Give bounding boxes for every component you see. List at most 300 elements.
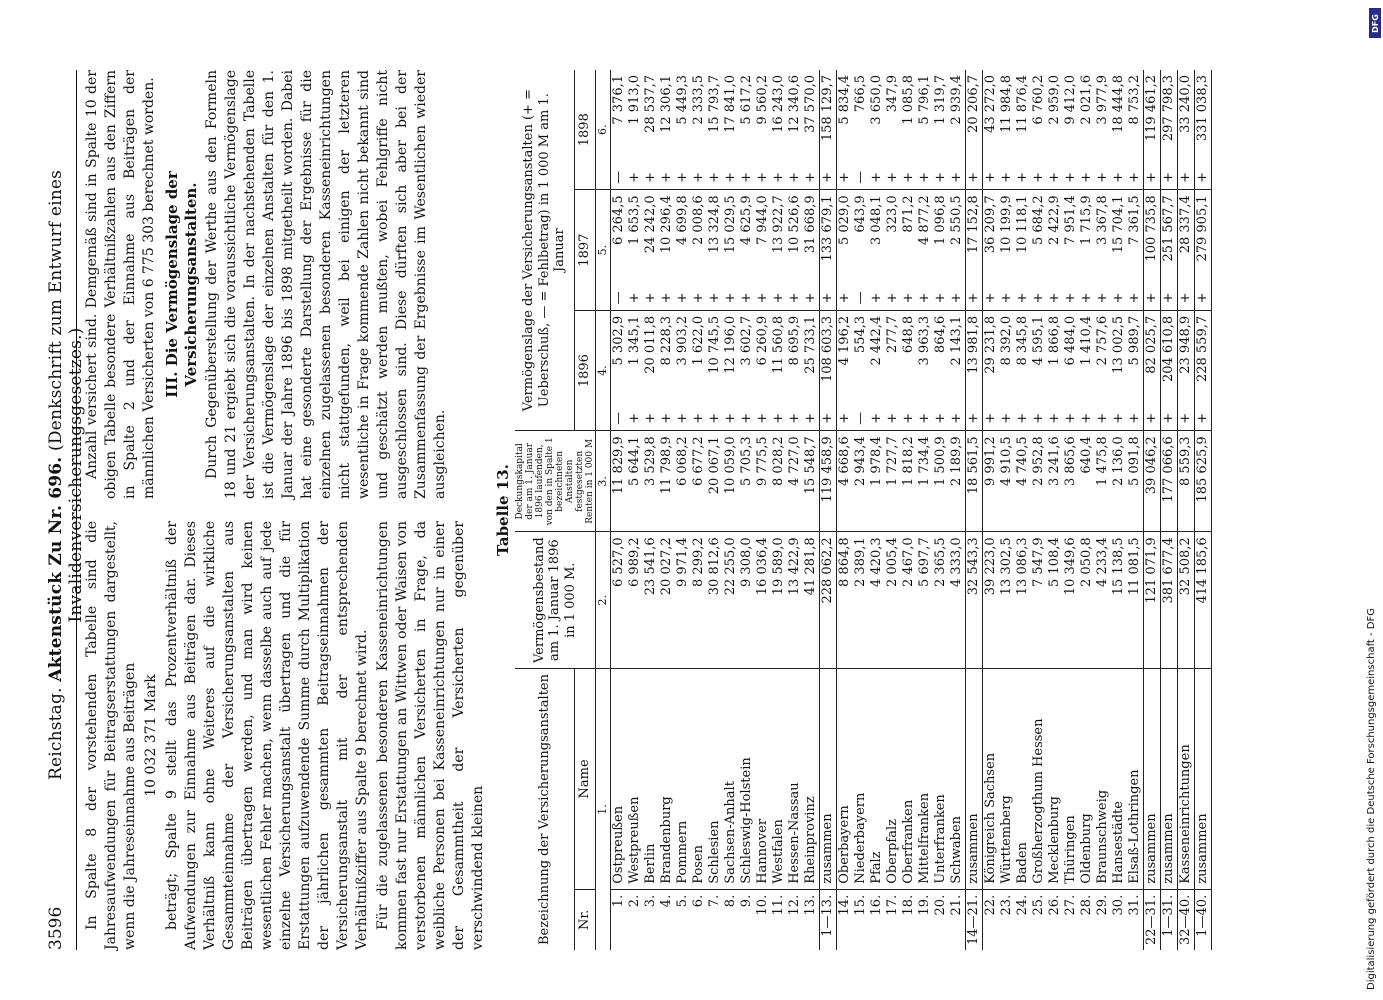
sign-1896: + [787, 406, 803, 431]
sign-1897: + [787, 286, 803, 311]
lage-1897-value: 7 951,4 [1063, 195, 1079, 245]
colnum-1: 1. [596, 669, 611, 950]
sign-1897: + [966, 286, 983, 311]
lage-1897-value: 643,9 [853, 195, 869, 233]
table-row [803, 70, 820, 950]
colnum-5: 5. [596, 190, 611, 310]
vermoegen-value: 10 349,6 [1063, 532, 1079, 669]
deckung-value: 11 798,9 [659, 431, 675, 532]
sign-1897: + [837, 286, 854, 311]
lage-1896-value: 4 595,1 [1031, 315, 1047, 366]
lage-1897-value: 10 526,6 [787, 195, 803, 254]
lage-1898-value: 20 206,7 [966, 70, 983, 165]
deckung-value: 15 548,7 [803, 431, 820, 532]
table-row [885, 70, 901, 950]
lage-1898-value: 37 570,0 [803, 75, 819, 133]
lage-1898-value: 766,5 [853, 75, 869, 113]
sign-1896: + [837, 406, 854, 431]
table-row [739, 70, 755, 950]
sign-1898: — [611, 165, 628, 190]
header-vermoegen-text: Vermögensbestand am 1. Januar 1896 in 1 000 M. [531, 537, 578, 664]
row-number: 31. [1127, 894, 1143, 916]
lage-1897-value: 1 096,8 [933, 195, 949, 245]
sign-1898: + [1144, 165, 1161, 190]
deckung-value: 4 910,5 [999, 431, 1015, 532]
row-number: 18. [901, 894, 917, 916]
lage-1897-value: 10 118,1 [1015, 195, 1031, 254]
sign-1897: + [869, 286, 885, 311]
lage-1898-value: 2 939,4 [949, 75, 965, 125]
deckung-value: 4 740,5 [1015, 431, 1031, 532]
row-name: Brandenburg [659, 669, 675, 890]
lage-1896-value: 108 603,3 [820, 310, 837, 406]
row-name: Hansestädte [1111, 669, 1127, 890]
lage-1897-value: 10 199,9 [999, 195, 1015, 254]
dfg-logo [1369, 8, 1381, 38]
row-name: Großherzogthum Hessen [1031, 669, 1047, 890]
sign-1897: + [901, 286, 917, 311]
title-rest: (Denkschrift zum Entwurf eines Invalidenversicherungsgesetzes.) [46, 169, 87, 623]
row-number: 27. [1063, 894, 1079, 916]
row-name: Mecklenburg [1047, 669, 1063, 890]
row-number: 28. [1079, 894, 1095, 916]
sign-1897: + [820, 286, 837, 311]
lage-1896-value: 8 228,3 [659, 315, 675, 366]
lage-1897-value: 13 324,8 [707, 195, 723, 254]
sign-1898: + [837, 165, 854, 190]
deckung-value: 11 829,9 [611, 431, 628, 532]
sign-1897: + [1144, 286, 1161, 311]
row-name: Posen [691, 669, 707, 890]
deckung-value: 2 943,4 [853, 431, 869, 532]
colnum-6: 6. [596, 70, 611, 190]
table-sum-row [1195, 70, 1212, 950]
header-vermoegen [515, 532, 596, 669]
lage-1898-value: 1 085,8 [901, 75, 917, 125]
row-name: Thüringen [1063, 669, 1079, 890]
sign-1897: — [853, 286, 869, 311]
sign-1896: + [659, 406, 675, 431]
sign-1898: + [627, 165, 643, 190]
table-sum-row [1144, 70, 1161, 950]
sign-1896: + [1047, 406, 1063, 431]
lage-1896-value: 82 025,7 [1144, 310, 1161, 406]
lage-1898-value: 6 760,2 [1031, 75, 1047, 125]
lage-1897-value: 4 625,9 [739, 195, 755, 245]
lage-1898-value: 2 333,5 [691, 75, 707, 125]
header-bezeichnung: Bezeichnung der Versicherungsanstalten [515, 669, 574, 950]
row-number: 25. [1031, 894, 1047, 916]
sign-1896: + [707, 406, 723, 431]
header-year-1897: 1897 [574, 190, 595, 310]
vermoegen-value: 39 223,0 [983, 532, 1000, 669]
deckung-value: 6 068,2 [675, 431, 691, 532]
sign-1897: + [1047, 286, 1063, 311]
sign-1898: + [1161, 165, 1178, 190]
lage-1896-value: 1 866,8 [1047, 315, 1063, 366]
lage-1896-value: 5 302,9 [611, 315, 627, 366]
sign-1898: + [755, 165, 771, 190]
sign-1898: + [739, 165, 755, 190]
rotated-page-content [46, 70, 1336, 950]
sign-1898: + [1127, 165, 1144, 190]
left-text-column [83, 521, 490, 950]
vermoegen-value: 228 062,2 [820, 532, 837, 669]
sign-1897: + [949, 286, 966, 311]
lage-1896-value: 1 622,0 [691, 315, 707, 366]
lage-1896-value: 4 196,2 [837, 315, 853, 366]
sign-1896: + [675, 406, 691, 431]
sign-1896: + [966, 406, 983, 431]
page-number: 3596 [46, 906, 66, 950]
row-name: Hessen-Nassau [787, 669, 803, 890]
row-number: 1. [611, 894, 627, 908]
sign-1898: + [1015, 165, 1031, 190]
row-number: 4. [659, 894, 675, 908]
sign-1898: + [820, 165, 837, 190]
header-lage [515, 70, 574, 431]
deckung-value: 1 727,7 [885, 431, 901, 532]
vermoegen-value: 20 027,2 [659, 532, 675, 669]
table-sum-row [1178, 70, 1195, 950]
table-row [853, 70, 869, 950]
deckung-value: 4 727,0 [787, 431, 803, 532]
row-name: Oberbayern [837, 669, 854, 890]
sign-1896: + [803, 406, 820, 431]
lage-1898-value: 331 038,3 [1195, 70, 1212, 165]
row-name: Schwaben [949, 669, 966, 890]
row-number: 3. [643, 894, 659, 908]
deckung-value: 3 241,6 [1047, 431, 1063, 532]
right-text-column [83, 70, 490, 499]
deckung-value: 18 561,5 [966, 431, 983, 532]
row-name: Königreich Sachsen [983, 669, 1000, 890]
deckung-value: 1 500,9 [933, 431, 949, 532]
right-paragraph-2: Durch Gegenüberstellung der Werthe aus den Formeln 18 und 21 ergiebt sich die voraussichtliche Vermögenslage der Versicherungsanstalten. In der nachstehenden Tabelle ist die Vermögenslage der einzelnen Anstalten für den 1. Januar der Jahre 1896 bis 1898 mitgetheilt worden. Dabei hat eine gesonderte Darstellung der Ergebnisse für die einzelnen zugelassenen besonderen Kasseneinrichtungen nicht stattgefunden, weil bei einigen der letzteren wesentliche in Frage kommende Zahlen nicht bekannt sind und geschätzt werden mußten, wobei Fehlgriffe nicht ausgeschlossen sind. Diese dürften sich aber bei der Zusammenfassung der Ergebnisse im Wesentlichen wieder ausgleichen. [204, 70, 448, 499]
sign-1896: + [1015, 406, 1031, 431]
row-name: Kasseneinrichtungen [1178, 669, 1195, 890]
lage-1898-value: 9 560,2 [755, 75, 771, 125]
sign-1897: + [983, 286, 1000, 311]
sign-1896: + [1079, 406, 1095, 431]
sign-1897: + [1095, 286, 1111, 311]
lage-1898-value: 11 984,8 [999, 75, 1015, 133]
lage-1898-value: 18 444,8 [1111, 75, 1127, 133]
table-row [1127, 70, 1144, 950]
table-row [837, 70, 854, 950]
sign-1896: + [1095, 406, 1111, 431]
deckung-value: 1 475,8 [1095, 431, 1111, 532]
lage-1896-value: 228 559,7 [1195, 310, 1212, 406]
sign-1898: + [675, 165, 691, 190]
vermoegen-value: 19 589,0 [771, 532, 787, 669]
sign-1898: + [1031, 165, 1047, 190]
sign-1896: + [755, 406, 771, 431]
sign-1897: + [803, 286, 820, 311]
lage-1898-value: 2 021,6 [1079, 75, 1095, 125]
vermoegen-value: 8 864,8 [837, 532, 854, 669]
sign-1898: + [1079, 165, 1095, 190]
lage-1898-value: 1 319,7 [933, 75, 949, 125]
table-row [949, 70, 966, 950]
lage-1897-value: 10 296,4 [659, 195, 675, 254]
header-deckung [515, 431, 596, 532]
lage-1897-value: 2 008,6 [691, 195, 707, 245]
sign-1896: + [643, 406, 659, 431]
sign-1896: — [853, 406, 869, 431]
row-number: 6. [691, 894, 707, 908]
row-number: 2. [627, 894, 643, 908]
lage-1896-value: 648,8 [901, 315, 917, 354]
deckung-value: 5 644,1 [627, 431, 643, 532]
lage-1897-value: 100 735,8 [1144, 190, 1161, 286]
deckung-value: 640,4 [1079, 431, 1095, 532]
lage-1896-value: 23 948,9 [1178, 310, 1195, 406]
vermoegen-value: 6 527,0 [611, 532, 628, 669]
sign-1896: + [933, 406, 949, 431]
sign-1897: + [691, 286, 707, 311]
vermoegen-value: 9 971,4 [675, 532, 691, 669]
table-header-row-1 [515, 70, 574, 950]
lage-1896-value: 204 610,8 [1161, 310, 1178, 406]
table-row [1015, 70, 1031, 950]
header-year-1898: 1898 [574, 70, 595, 190]
sign-1896: + [917, 406, 933, 431]
lage-1898-value: 1 913,0 [627, 75, 643, 125]
lage-1898-value: 2 959,0 [1047, 75, 1063, 125]
sign-1896: + [739, 406, 755, 431]
lage-1896-value: 25 733,1 [803, 315, 819, 374]
lage-1897-value: 13 922,7 [771, 195, 787, 254]
lage-1897-value: 15 704,1 [1111, 195, 1127, 254]
table-row [659, 70, 675, 950]
sign-1898: + [949, 165, 966, 190]
deckung-value: 6 677,2 [691, 431, 707, 532]
lage-1897-value: 3 048,1 [869, 195, 885, 245]
lage-1896-value: 3 602,7 [739, 315, 755, 366]
row-number: 29. [1095, 894, 1111, 916]
lage-1898-value: 158 129,7 [820, 70, 837, 165]
lage-1896-value: 12 196,0 [723, 315, 739, 374]
sign-1896: + [723, 406, 739, 431]
deckung-value: 185 625,9 [1195, 431, 1212, 532]
deckung-value: 5 091,8 [1127, 431, 1144, 532]
lage-1897-value: 2 422,9 [1047, 195, 1063, 245]
table-row [869, 70, 885, 950]
sign-1896: + [901, 406, 917, 431]
sign-1898: + [1195, 165, 1212, 190]
lage-1897-value: 1 715,9 [1079, 195, 1095, 245]
sign-1898: + [933, 165, 949, 190]
row-number: 19. [917, 894, 933, 916]
row-number: 11. [771, 894, 787, 916]
table-row [691, 70, 707, 950]
lage-1897-value: 871,2 [901, 195, 917, 233]
lage-1896-value: 2 143,1 [949, 315, 965, 366]
vermoegen-value: 2 005,4 [885, 532, 901, 669]
lage-1896-value: 1 345,1 [627, 315, 643, 366]
lage-1896-value: 6 260,9 [755, 315, 771, 366]
table-row [901, 70, 917, 950]
text-columns [77, 70, 490, 950]
vermoegen-value: 381 677,4 [1161, 532, 1178, 669]
lage-1898-value: 15 793,7 [707, 75, 723, 133]
lage-1896-value: 3 963,3 [917, 315, 933, 366]
table-row [723, 70, 739, 950]
title-bold: Aktenstück Zu Nr. 696. [46, 456, 66, 682]
sign-1896: + [1063, 406, 1079, 431]
sign-1898: + [659, 165, 675, 190]
lage-1896-value: 6 484,0 [1063, 315, 1079, 366]
vermoegen-value: 9 308,0 [739, 532, 755, 669]
row-number: 23. [999, 894, 1015, 916]
table-sum-row [966, 70, 983, 950]
sign-1897: + [675, 286, 691, 311]
sign-1896: + [949, 406, 966, 431]
sign-1897: + [659, 286, 675, 311]
row-number: 21. [949, 894, 965, 916]
vermoegen-value: 6 989,2 [627, 532, 643, 669]
vermoegen-value: 414 185,6 [1195, 532, 1212, 669]
table-row [787, 70, 803, 950]
lage-1897-value: 7 361,5 [1127, 195, 1143, 245]
table-sum-row [820, 70, 837, 950]
row-name: Baden [1015, 669, 1031, 890]
right-paragraph-1: Anzahl versichert sind. Demgemäß sind in Spalte 10 der obigen Tabelle besondere Verhältnißzahlen aus den Ziffern in Spalte 2 und der Einnahme aus Beiträgen der männlichen Versicherten von 6 775 303 berechnet worden. [84, 70, 157, 499]
row-number: 14. [837, 894, 853, 916]
lage-1897-value: 4 699,8 [675, 195, 691, 245]
sign-1897: + [1178, 286, 1195, 311]
colnum-2: 2. [596, 532, 611, 669]
row-name: Unterfranken [933, 669, 949, 890]
row-name: Sachsen-Anhalt [723, 669, 739, 890]
row-name: zusammen [820, 669, 837, 890]
lage-1896-value: 10 745,5 [707, 315, 723, 374]
lage-1896-value: 3 903,2 [675, 315, 691, 366]
table-row [707, 70, 723, 950]
sign-1897: + [643, 286, 659, 311]
vermoegen-value: 13 086,3 [1015, 532, 1031, 669]
sign-1898: + [771, 165, 787, 190]
vermoegen-value: 22 255,0 [723, 532, 739, 669]
row-number: 10. [755, 894, 771, 916]
row-number: 22—31. [1144, 889, 1161, 950]
vermoegen-value: 4 233,4 [1095, 532, 1111, 669]
lage-1897-value: 4 877,2 [917, 195, 933, 245]
table-label: Tabelle 13. [494, 464, 512, 556]
left-amount: 10 032 371 Mark [143, 674, 159, 797]
sign-1897: — [611, 286, 628, 311]
lage-1897-value: 28 337,4 [1178, 190, 1195, 286]
row-name: Westfalen [771, 669, 787, 890]
vermoegen-value: 41 281,8 [803, 532, 820, 669]
row-name: Braunschweig [1095, 669, 1111, 890]
row-number: 1—40. [1195, 889, 1212, 950]
deckung-value: 20 067,1 [707, 431, 723, 532]
lage-1898-value: 347,9 [885, 75, 901, 113]
lage-1896-value: 8 695,9 [787, 315, 803, 366]
colnum-3: 3. [596, 431, 611, 532]
lage-1897-value: 36 209,7 [983, 195, 999, 254]
table-row [983, 70, 1000, 950]
table-row [1079, 70, 1095, 950]
sign-1896: + [983, 406, 1000, 431]
row-name: Württemberg [999, 669, 1015, 890]
lage-1897-value: 15 029,5 [723, 195, 739, 254]
left-paragraph-2: beträgt; Spalte 9 stellt das Prozentverhältniß der Aufwendungen zur Einnahme aus Beiträgen dar. Dieses Verhältniß kann ohne Weiteres auf die wirkliche Gesammteinnahme der Versicherungsanstalten aus Beiträgen übertragen werden, und man wird keinen wesentlichen Fehler machen, wenn dasselbe auch auf jede einzelne Versicherungsanstalt übertragen und die für Erstattungen aufzuwendende Summe durch Multiplikation der jährlichen gesammten Beitragseinnahmen der Versicherungsanstalt mit der entsprechenden Verhältnißziffer aus Spalte 9 berechnet wird. [164, 521, 370, 950]
vermoegen-value: 8 299,2 [691, 532, 707, 669]
table-row [675, 70, 691, 950]
row-number: 8. [723, 894, 739, 908]
row-number: 24. [1015, 894, 1031, 916]
row-name: Berlin [643, 669, 659, 890]
lage-1897-value: 24 242,0 [643, 195, 659, 254]
table-row [627, 70, 643, 950]
lage-1897-value: 17 152,8 [966, 190, 983, 286]
table-row [1031, 70, 1047, 950]
row-number: 17. [885, 894, 901, 916]
lage-1897-value: 5 029,0 [837, 195, 853, 245]
sign-1898: + [983, 165, 1000, 190]
lage-1898-value: 11 876,4 [1015, 75, 1031, 133]
row-number: 32—40. [1178, 889, 1195, 950]
sign-1896: + [1144, 406, 1161, 431]
sign-1896: + [1161, 406, 1178, 431]
deckung-value: 4 668,6 [837, 431, 854, 532]
row-name: Westpreußen [627, 669, 643, 890]
table-row [1111, 70, 1127, 950]
lage-1898-value: 3 650,0 [869, 75, 885, 125]
lage-1896-value: 8 392,0 [999, 315, 1015, 366]
sign-1897: + [771, 286, 787, 311]
row-number: 16. [869, 894, 885, 916]
sign-1897: + [1063, 286, 1079, 311]
sign-1897: + [1195, 286, 1212, 311]
sign-1896: + [869, 406, 885, 431]
lage-1897-value: 323,0 [885, 195, 901, 233]
row-name: Pfalz [869, 669, 885, 890]
sign-1898: — [853, 165, 869, 190]
vermoegen-value: 5 697,7 [917, 532, 933, 669]
sign-1896: + [691, 406, 707, 431]
title-prefix: Reichstag. [46, 687, 66, 781]
table-row [771, 70, 787, 950]
lage-1896-value: 1 410,4 [1079, 315, 1095, 366]
lage-1897-value: 3 367,8 [1095, 195, 1111, 245]
lage-1898-value: 43 272,0 [983, 75, 999, 133]
table-row [999, 70, 1015, 950]
sign-1897: + [1161, 286, 1178, 311]
lage-1897-value: 279 905,1 [1195, 190, 1212, 286]
lage-1897-value: 6 264,5 [611, 195, 627, 245]
sign-1896: + [1127, 406, 1144, 431]
sign-1898: + [901, 165, 917, 190]
lage-1898-value: 28 537,7 [643, 75, 659, 133]
colnum-4: 4. [596, 310, 611, 430]
sign-1896: + [1031, 406, 1047, 431]
row-number: 9. [739, 894, 755, 908]
row-number: 30. [1111, 894, 1127, 916]
lage-1898-value: 33 240,0 [1178, 70, 1195, 165]
lage-1896-value: 864,6 [933, 315, 949, 354]
sign-1897: + [723, 286, 739, 311]
deckung-value: 177 066,6 [1161, 431, 1178, 532]
sign-1898: + [691, 165, 707, 190]
left-paragraph-3: Für die zugelassenen besonderen Kasseneinrichtungen kommen fast nur Erstattungen an Wittwen oder Waisen von verstorbenen männlichen Versicherten in Frage, da weibliche Personen bei Kasseneinrichtungen nur in einer der Gesammtheit der Versicherten gegenüber verschwindend kleinen [375, 521, 486, 950]
sign-1898: + [869, 165, 885, 190]
deckung-value: 1 818,2 [901, 431, 917, 532]
lage-1897-value: 5 684,2 [1031, 195, 1047, 245]
